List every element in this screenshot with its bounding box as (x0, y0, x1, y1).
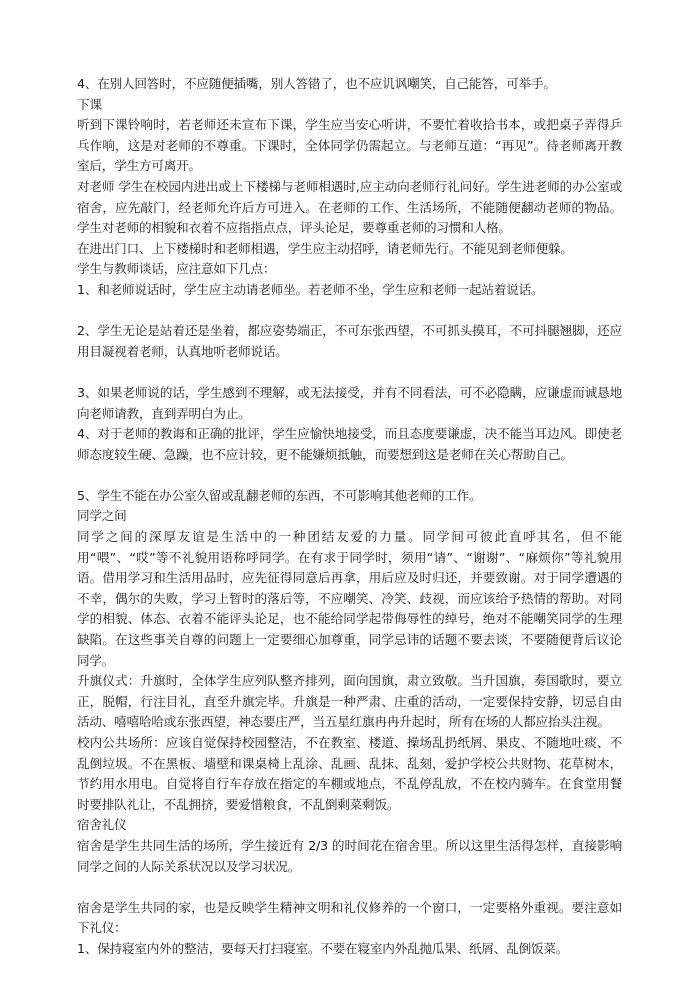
paragraph-dormitory-1: 宿舍是学生共同生活的场所，学生接近有 2/3 的时间花在宿舍里。所以这里生活得怎样，直接影响同学之间的人际关系状况以及学习状况。 (77, 837, 622, 874)
paragraph-answer-rule: 4、在别人回答时，不应随便插嘴，别人答错了，也不应讥讽嘲笑，自己能答，可举手。 (77, 76, 556, 91)
list-item-dorm-1: 1、保持寝室内外的整洁，要每天打扫寝室。不要在寝室内外乱抛瓜果、纸屑、乱倒饭菜。 (77, 940, 569, 956)
list-item-2: 2、学生无论是站着还是坐着，都应姿势端正，不可东张西望，不可抓头摸耳，不可抖腿翘脚，还应用目凝视着老师，认真地听老师说话。 (77, 323, 622, 359)
paragraph-flag-ceremony: 升旗仪式：升旗时，全体学生应列队整齐排列，面向国旗，肃立致敬。当升国旗，奏国歌时，要立正，脱帽，行注目礼，直至升旗完毕。升旗是一种严肃、庄重的活动，一定要保持安静，切忌自由活动、嘻嘻哈哈或东张西望，神态要庄严，当五星红旗冉冉升起时，所有在场的人都应抬头注视。 (77, 673, 622, 730)
heading-dormitory: 宿舍礼仪 (77, 817, 127, 833)
document-body (77, 74, 622, 960)
list-item-5: 5、学生不能在办公室久留或乱翻老师的东西，不可影响其他老师的工作。 (77, 487, 482, 503)
paragraph-classmates: 同学之间的深厚友谊是生活中的一种团结友爱的力量。同学间可彼此直呼其名，但不能用“喂”、“哎”等不礼貌用语称呼同学。在有求于同学时，须用“请”、“谢谢”、“麻烦你”等礼貌用语。借用学习和生活用品时，应先征得同意后再拿，用后应及时归还，并要致谢。对于同学遭遇的不幸，偶尔的失败，学习上暂时的落后等，不应嘲笑、冷笑、歧视，而应该给予热情的帮助。对同学的相貌、体态、衣着不能评头论足，也不能给同学起带侮辱性的绰号，绝对不能嘲笑同学的生理缺陷。在这些事关自尊的问题上一定要细心加尊重，同学忌讳的话题不要去谈，不要随便背后议论同学。 (77, 529, 622, 668)
paragraph-public-places: 校内公共场所：应该自觉保持校园整洁，不在教室、楼道、操场乱扔纸屑、果皮、不随地吐痰、不乱倒垃圾。不在黑板、墙壁和课桌椅上乱涂、乱画、乱抹、乱刻，爱护学校公共财物、花草树木，节约用水用电。自觉将自行车存放在指定的车棚或地点，不乱停乱放，不在校内骑车。在食堂用餐时要排队礼让，不乱拥挤，要爱惜粮食，不乱倒剩菜剩饭。 (77, 735, 622, 812)
list-item-4: 4、对于老师的教诲和正确的批评，学生应愉快地接受，而且态度要谦虚，决不能当耳边风。即使老师态度较生硬、急躁，也不应计较，更不能嫌烦抵触，而要想到这是老师在关心帮助自己。 (77, 426, 622, 462)
heading-classmates: 同学之间 (77, 508, 127, 524)
paragraph-dormitory-2: 宿舍是学生共同的家，也是反映学生精神文明和礼仪修养的一个窗口，一定要格外重视。要注意如下礼仪： (77, 899, 622, 936)
paragraph-toward-teachers: 对老师 学生在校园内进出或上下楼梯与老师相遇时,应主动向老师行礼问好。学生进老师的办公室或宿舍，应先敲门，经老师允许后方可进入。在老师的工作、生活场所，不能随便翻动老师的物品。学生对老师的相貌和衣着不应指指点点，评头论足，要尊重老师的习惯和人格。 (77, 178, 622, 236)
paragraph-talk-intro: 学生与教师谈话，应注意如下几点： (77, 261, 276, 277)
paragraph-stairs: 在进出门口、上下楼梯时和老师相遇，学生应主动招呼，请老师先行。不能见到老师便躲。 (77, 240, 573, 256)
paragraph-after-class: 听到下课铃响时，若老师还未宣布下课，学生应当安心听讲，不要忙着收拾书本，或把桌子弄得乒乓作响，这是对老师的不尊重。下课时，全体同学仍需起立。与老师互道：“再见”。待老师离开教室后，学生方可离开。 (77, 117, 622, 174)
list-item-3: 3、如果老师说的话，学生感到不理解，或无法接受，并有不同看法，可不必隐瞒，应谦虚而诚恳地向老师请教，直到弄明白为止。 (77, 384, 622, 421)
list-item-1: 1、和老师说话时，学生应主动请老师坐。若老师不坐，学生应和老师一起站着说话。 (77, 281, 544, 297)
heading-after-class: 下课 (77, 96, 102, 112)
